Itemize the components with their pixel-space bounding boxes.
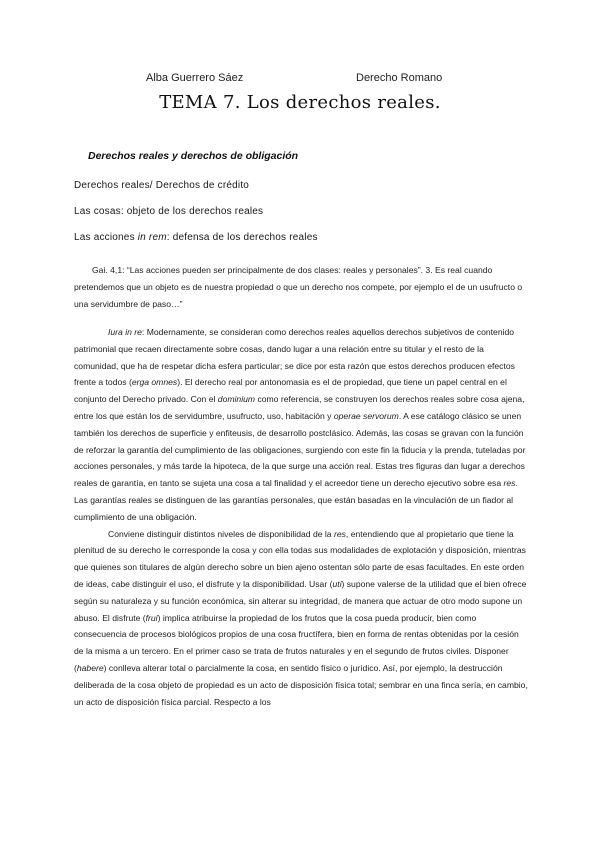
gaius-quote: [74, 262, 530, 313]
paragraph1-text-3: como referencia, se construyen los derechos reales sobre cosa ajena, entre los que están los de servidumbre, usufructo, uso, habitación y: [74, 394, 525, 421]
paragraph1-text-1: : Modernamente, se consideran como derechos reales aquellos derechos subjetivos de contenido patrimonial que recaen directamente sobre cosas, dando lugar a una relación entre su titular y el resto de la comunidad, que ha de respetar dicha esfera particular; se dice por esta razón que estos derechos producen efectos frente a todos (: [74, 327, 515, 388]
term-res: res: [503, 478, 516, 489]
term-erga-omnes: erga omnes: [131, 377, 178, 388]
paragraph2-text-4: ) implica atribuirse la propiedad de los frutos que la cosa pueda producir, bien como consecuencia de procesos biológicos propios de una cosa fructífera, bien en forma de rentas obtenidas por la cesión de la misma a un tercero. En el primer caso se trata de frutos naturales y en el segundo de frutos civiles. Disponer (: [74, 612, 519, 673]
paragraph1-text-4: . A ese catálogo clásico se unen también los derechos de superficie y enfiteusis, de desarrollo postclásico. Además, las cosas se gravan con la función de reforzar la garantía del cumplimiento de las obligaciones, surgiendo con este fin la fiducia y la prenda, tuteladas por acciones personales, y más tarde la hipoteca, de la que surge una acción real. Estas tres figuras dan lugar a derechos reales de garantía, en tanto se sujeta una cosa a tal finalidad y el acreedor tiene un derecho ejecutivo sobre esa: [74, 410, 526, 489]
paragraph2-text-2: , entendiendo que al propietario que tiene la plenitud de su derecho le corresponde la cosa y con ella todas sus modalidades de explotación y disposición, mientras que quienes son titulares de algún derecho sobre un bien ajeno ostentan sólo parte de esas facultades. En este orden de ideas, cabe distinguir el uso, el disfrute y la disponibilidad. Usar (: [74, 528, 526, 589]
subject-name: Derecho Romano: [356, 72, 443, 84]
subheading-actions-suffix: : defensa de los derechos reales: [166, 232, 318, 243]
term-res-2: res: [333, 528, 346, 539]
gaius-quote-text: Gai. 4,1: “Las acciones pueden ser principalmente de dos clases: reales y personales”. 3. Es real cuando pretendemos que un objeto es de nuestra propiedad o que un derecho nos compete, por ejemplo el de un usufructo o una servidumbre de paso…”: [74, 265, 523, 309]
term-frui: frui: [145, 612, 158, 623]
term-iura-in-re: Iura in re: [108, 327, 142, 337]
paragraph1-text-5: . Las garantías reales se distinguen de las garantías personales, que están basadas en la vinculación de un fiador al cumplimiento de una obligación.: [74, 478, 518, 522]
subheading-actions-prefix: Las acciones: [74, 232, 138, 243]
term-dominium: dominium: [217, 394, 256, 405]
subheading-actions-in-rem: [74, 232, 318, 243]
term-operae-servorum: operae servorum: [333, 410, 399, 421]
section-heading: Derechos reales y derechos de obligación: [88, 150, 299, 162]
page-title: TEMA 7. Los derechos reales.: [159, 92, 441, 113]
paragraph-iura-in-re: [74, 324, 530, 526]
body-text: [74, 324, 530, 710]
author-name: Alba Guerrero Sáez: [146, 72, 244, 84]
subheading-things: Las cosas: objeto de los derechos reales: [74, 206, 264, 217]
term-uti: uti: [332, 578, 342, 589]
paragraph2-text-1: Conviene distinguir distintos niveles de disponibilidad de la: [108, 528, 334, 539]
term-habere: habere: [76, 662, 104, 673]
subheading-actions-latin: in rem: [137, 232, 167, 243]
paragraph1-text-2: ). El derecho real por antonomasia es el de propiedad, que tiene un papel central en el conjunto del Derecho privado. Con el: [74, 377, 507, 405]
subheading-credit-rights: Derechos reales/ Derechos de crédito: [74, 180, 250, 191]
paragraph2-text-3: ) supone valerse de la utilidad que el bien ofrece según su naturaleza y su función económica, sin alterar su integridad, de manera que actuar de otro modo supone un abuso. El disfrute (: [74, 578, 527, 623]
paragraph-disponibilidad: [74, 526, 530, 711]
paragraph2-text-5: ) conlleva alterar total o parcialmente la cosa, en sentido físico o jurídico. Así, por ejemplo, la destrucción deliberada de la cosa objeto de propiedad es un acto de disposición física total; sembrar en una finca sería, en cambio, un acto de disposición física parcial. Respecto a los: [74, 662, 528, 707]
